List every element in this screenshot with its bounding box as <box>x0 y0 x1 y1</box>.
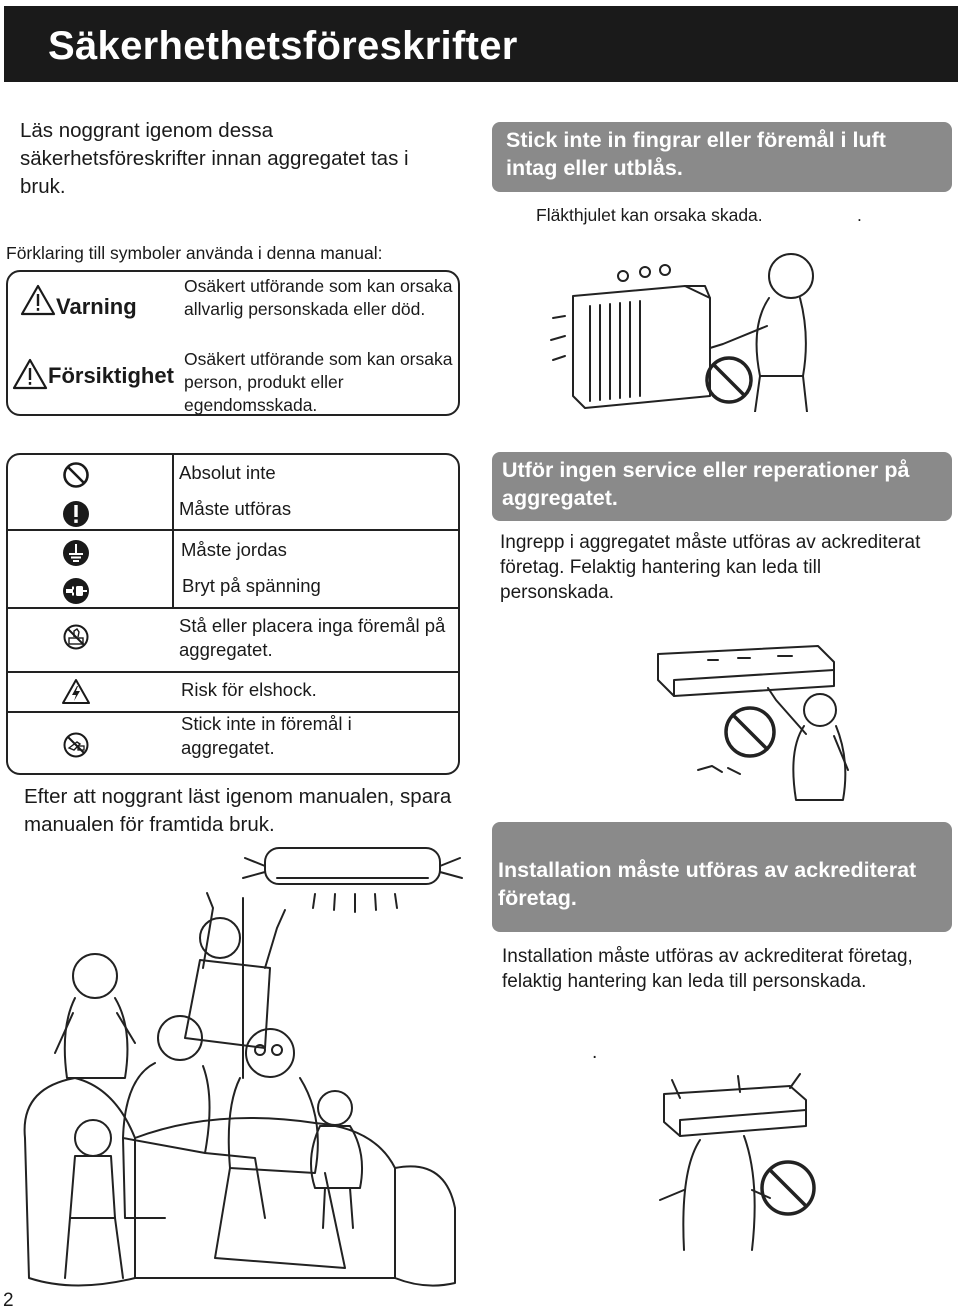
warning-body-fingers-trailing: . <box>857 205 862 225</box>
warning-callout-service <box>492 452 952 521</box>
no-standing-icon <box>62 623 90 651</box>
symbol-text-electric-shock: Risk för elshock. <box>181 679 317 700</box>
warning-body-installation: Installation måste utföras av ackrediterat företag, felaktig hantering kan leda till personskada. <box>502 946 913 992</box>
symbol-text-unplug: Bryt på spänning <box>182 575 321 596</box>
legend-heading: Förklaring till symboler använda i denna manual: <box>6 243 383 263</box>
legend-box <box>6 270 460 416</box>
intro-text: Läs noggrant igenom dessa säkerhetsföreskrifter innan aggregatet tas i bruk. <box>20 119 409 198</box>
page-number: 2 <box>3 1290 14 1311</box>
indoor-unit-repair-illustration <box>648 640 858 802</box>
symbol-text-prohibited: Absolut inte <box>179 462 276 483</box>
warning-callout-installation <box>492 822 952 932</box>
warning-triangle-icon <box>20 284 56 316</box>
no-insert-icon <box>62 731 90 759</box>
outdoor-unit <box>573 286 710 408</box>
legend-label-forsiktighet: Försiktighet <box>48 363 174 388</box>
prohibited-icon <box>62 461 90 489</box>
symbol-text-no-standing: Stå eller placera inga föremål på aggregatet. <box>179 615 446 660</box>
warning-body-service: Ingrepp i aggregatet måste utföras av ackrediterat företag. Felaktig hantering kan leda till personskada. <box>500 532 921 603</box>
legend-desc-varning: Osäkert utförande som kan orsaka allvarlig personskada eller död. <box>184 276 453 319</box>
mandatory-icon <box>62 500 90 528</box>
symbol-text-mandatory: Måste utföras <box>179 498 292 519</box>
electric-shock-icon <box>62 678 90 706</box>
installation-illustration <box>640 1070 840 1270</box>
family-illustration <box>15 838 480 1300</box>
warning-heading-service: Utför ingen service eller reperationer på aggregatet. <box>502 458 910 510</box>
warning-heading-fingers: Stick inte in fingrar eller föremål i luft intag eller utblås. <box>506 128 886 180</box>
symbol-text-ground: Måste jordas <box>181 539 287 560</box>
closing-note: Efter att noggrant läst igenom manualen, spara manualen för framtida bruk. <box>24 785 452 836</box>
unplug-icon <box>62 577 90 605</box>
warning-heading-installation: Installation måste utföras av ackrediterat företag. <box>498 858 917 910</box>
caution-triangle-icon <box>12 358 48 390</box>
outdoor-unit-illustration <box>545 236 835 412</box>
legend-label-varning: Varning <box>56 294 137 319</box>
page-title: Säkerhethetsföreskrifter <box>48 24 518 68</box>
warning-body-installation-trailing: . <box>592 1042 598 1063</box>
ground-icon <box>62 539 90 567</box>
symbol-table <box>6 453 460 775</box>
warning-callout-fingers <box>492 122 952 192</box>
warning-body-fingers: Fläkthjulet kan orsaka skada. <box>536 205 763 225</box>
legend-desc-forsiktighet: Osäkert utförande som kan orsaka person, produkt eller egendomsskada. <box>184 349 453 415</box>
symbol-text-no-insert: Stick inte in föremål i aggregatet. <box>181 713 352 758</box>
page-header <box>4 6 958 82</box>
